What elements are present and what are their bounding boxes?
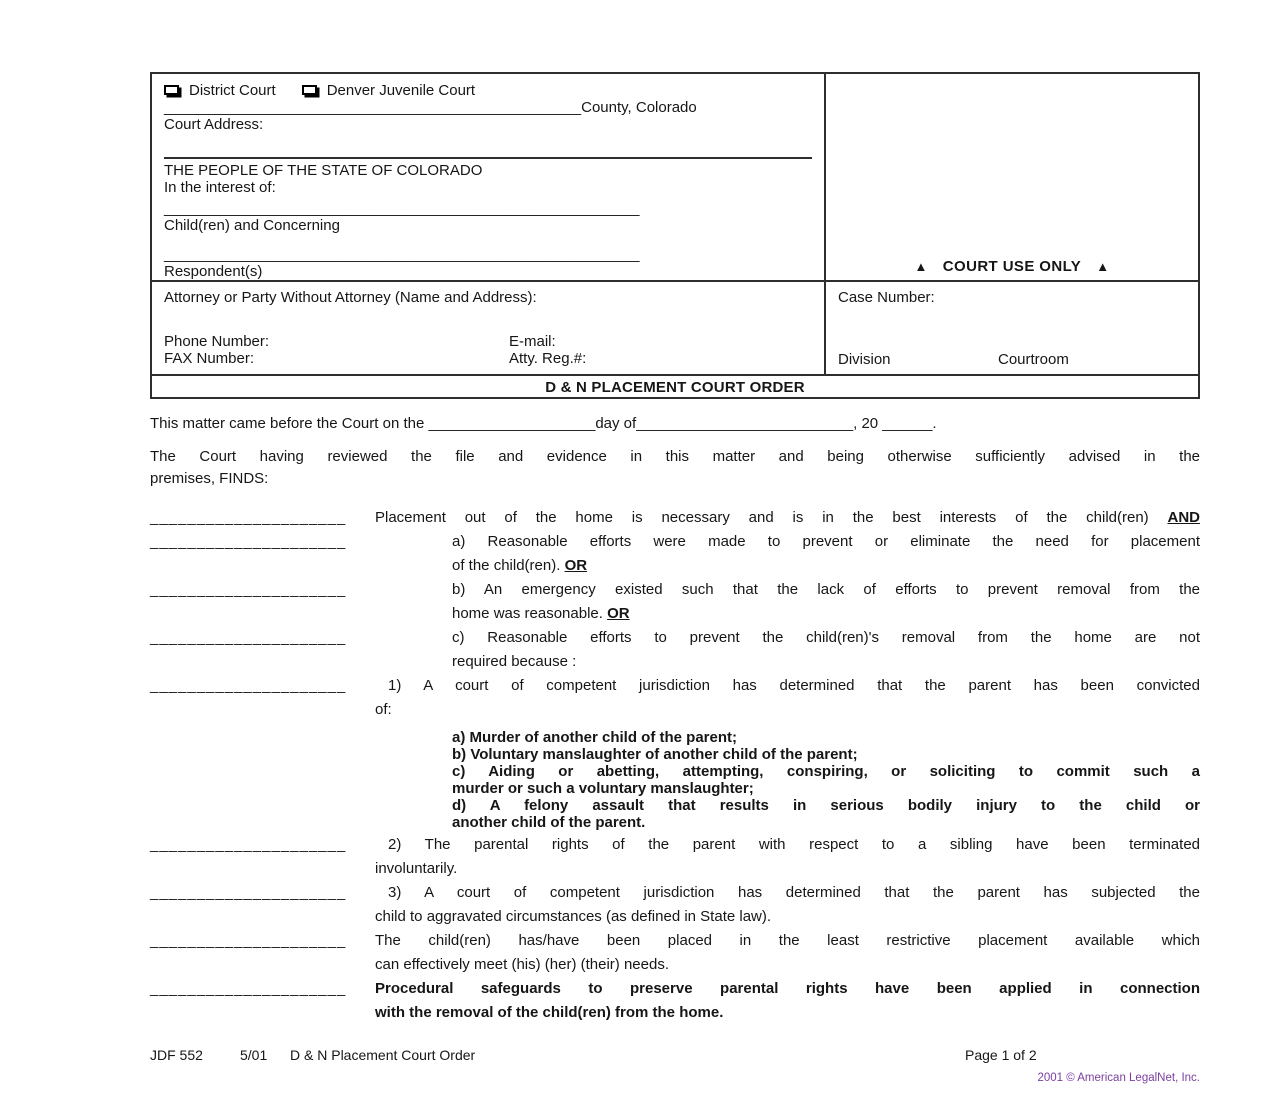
attorney-cell [152, 280, 824, 374]
finding-line: child to aggravated circumstances (as defined in State law). [375, 908, 772, 925]
finding-text [375, 881, 1200, 929]
finding-fill-line[interactable]: _____________________ [150, 932, 347, 949]
court-type-row [164, 81, 812, 99]
triangle-up-icon: ▲ [914, 259, 928, 274]
caption-right-column [824, 74, 1198, 374]
children-fill-row [164, 200, 812, 217]
caption-table-main [152, 74, 1198, 374]
sublist-line: another child of the parent. [452, 814, 646, 831]
denver-juvenile-court-checkbox[interactable] [302, 85, 317, 95]
conjunction-emphasis: OR [607, 605, 630, 622]
finding-fill-line[interactable]: _____________________ [150, 677, 347, 694]
finding-item [150, 530, 1200, 578]
finding-line: Procedural safeguards to preserve parental rights have been applied in connection [375, 980, 1200, 997]
finding-line: The child(ren) has/have been placed in the least restrictive placement available which [375, 932, 1200, 949]
finding-text [375, 626, 1200, 674]
finding-line: of: [375, 701, 392, 718]
conjunction-emphasis: AND [1167, 509, 1200, 526]
finding-item [150, 674, 1200, 833]
page-footer [150, 1047, 1200, 1064]
hearing-date-line [150, 414, 1200, 434]
finding-item [150, 578, 1200, 626]
caption-left-column [152, 74, 824, 374]
finding-text [375, 977, 1200, 1025]
findings-list [150, 506, 1200, 1025]
district-court-checkbox[interactable] [164, 85, 179, 95]
finding-line: b) An emergency existed such that the lack of efforts to prevent removal from the [452, 581, 1200, 598]
caption-divider-line [164, 157, 812, 159]
form-revision: 5/01 [240, 1047, 268, 1063]
finding-line: of the child(ren). OR [452, 557, 588, 574]
conjunction-emphasis: OR [564, 557, 588, 574]
finding-fill-line[interactable]: _____________________ [150, 533, 347, 550]
finding-line: c) Reasonable efforts to prevent the child(ren)'s removal from the home are not [452, 629, 1200, 646]
sublist-line: murder or such a voluntary manslaughter; [452, 780, 754, 797]
respondents-label: Respondent(s) [164, 263, 263, 280]
finding-fill-line[interactable]: _____________________ [150, 581, 347, 598]
county-label: County, Colorado [581, 99, 697, 116]
finding-text [375, 929, 1200, 977]
copyright-notice: 2001 © American LegalNet, Inc. [1037, 1072, 1200, 1084]
court-address-label: Court Address: [164, 116, 264, 133]
finding-line: 3) A court of competent jurisdiction has determined that the parent has subjected the [388, 884, 1200, 901]
county-row [164, 99, 812, 116]
finding-fill-line[interactable]: _____________________ [150, 980, 347, 997]
form-number: JDF 552 [150, 1047, 203, 1063]
date-month-fill-line[interactable]: __________________________ [636, 415, 854, 432]
finding-line: a) Reasonable efforts were made to prevent or eliminate the need for placement [452, 533, 1200, 550]
form-content [150, 72, 1200, 1084]
attorney-label: Attorney or Party Without Attorney (Name and Address): [164, 289, 537, 306]
finding-line: 1) A court of competent jurisdiction has determined that the parent has been convicted [388, 677, 1200, 694]
sublist-line: d) A felony assault that results in serious bodily injury to the child or [452, 797, 1200, 814]
finding-text [375, 506, 1200, 530]
courtroom-label: Courtroom [998, 351, 1069, 368]
finding-item [150, 881, 1200, 929]
phone-email-row [164, 333, 812, 350]
finding-line: involuntarily. [375, 860, 458, 877]
finding-item [150, 626, 1200, 674]
denver-juvenile-court-label: Denver Juvenile Court [326, 81, 476, 99]
finding-text [375, 674, 1200, 833]
finding-text [375, 578, 1200, 626]
conviction-sublist [452, 729, 1200, 831]
court-use-only-label: COURT USE ONLY [942, 258, 1082, 275]
form-title: D & N PLACEMENT COURT ORDER [152, 374, 1198, 397]
finding-line: Placement out of the home is necessary and is in the best interests of the child(ren) AND [375, 509, 1200, 526]
finding-item [150, 506, 1200, 530]
sublist-line: a) Murder of another child of the parent; [452, 729, 738, 746]
findings-intro-paragraph [150, 446, 1200, 490]
phone-label: Phone Number: [164, 333, 270, 350]
finding-line: 2) The parental rights of the parent with respect to a sibling have been terminated [388, 836, 1200, 853]
finding-fill-line[interactable]: _____________________ [150, 509, 347, 526]
fax-label: FAX Number: [164, 350, 255, 367]
page-number: Page 1 of 2 [965, 1047, 1037, 1063]
children-fill-line[interactable]: _________________________________________________________ [164, 200, 640, 217]
finding-line: home was reasonable. OR [452, 605, 630, 622]
intro-line-2: premises, FINDS: [150, 470, 269, 487]
sublist-line: c) Aiding or abetting, attempting, conspiring, or soliciting to commit such a [452, 763, 1200, 780]
finding-text [375, 530, 1200, 578]
children-label: Child(ren) and Concerning [164, 217, 340, 234]
case-number-cell [826, 280, 1198, 374]
finding-line: with the removal of the child(ren) from the home. [375, 1004, 724, 1021]
district-court-option[interactable] [164, 82, 276, 99]
finding-fill-line[interactable]: _____________________ [150, 629, 347, 646]
sublist-line: b) Voluntary manslaughter of another child of the parent; [452, 746, 858, 763]
denver-juvenile-court-option[interactable] [302, 82, 475, 99]
court-use-only-cell [826, 74, 1198, 280]
case-number-label: Case Number: [838, 289, 935, 306]
in-interest-label: In the interest of: [164, 179, 276, 196]
finding-line: required because : [452, 653, 577, 670]
intro-line-1: The Court having reviewed the file and evidence in this matter and being otherwise sufficiently advised in the [150, 448, 1200, 465]
district-court-label: District Court [189, 81, 276, 99]
court-info-cell [152, 74, 824, 280]
atty-reg-label: Atty. Reg.#: [509, 350, 587, 367]
date-day-fill-line[interactable]: ____________________ [428, 415, 596, 432]
division-label: Division [838, 351, 891, 368]
finding-text [375, 833, 1200, 881]
form-name: D & N Placement Court Order [290, 1047, 476, 1063]
county-fill-line[interactable]: __________________________________________________ [164, 99, 582, 116]
finding-item [150, 833, 1200, 881]
attorney-contact-rows [164, 333, 812, 367]
date-year-fill-line[interactable]: ______ [882, 415, 933, 432]
triangle-up-icon: ▲ [1096, 259, 1110, 274]
finding-fill-line[interactable]: _____________________ [150, 884, 347, 901]
fax-reg-row [164, 350, 812, 367]
respondents-fill-row [164, 246, 812, 263]
respondents-fill-line[interactable]: _________________________________________________________ [164, 246, 640, 263]
day-of-text: day of [595, 415, 637, 432]
caption-table [150, 72, 1200, 399]
finding-line: can effectively meet (his) (her) (their) needs. [375, 956, 670, 973]
finding-item [150, 929, 1200, 977]
date-period-text: . [932, 415, 937, 432]
finding-fill-line[interactable]: _____________________ [150, 836, 347, 853]
year-prefix-text: , 20 [853, 415, 883, 432]
division-courtroom-row [838, 351, 1186, 368]
court-use-only-line [915, 258, 1110, 275]
email-label: E-mail: [509, 333, 556, 350]
date-prefix-text: This matter came before the Court on the [150, 415, 429, 432]
finding-item [150, 977, 1200, 1025]
people-title: THE PEOPLE OF THE STATE OF COLORADO [164, 162, 483, 179]
